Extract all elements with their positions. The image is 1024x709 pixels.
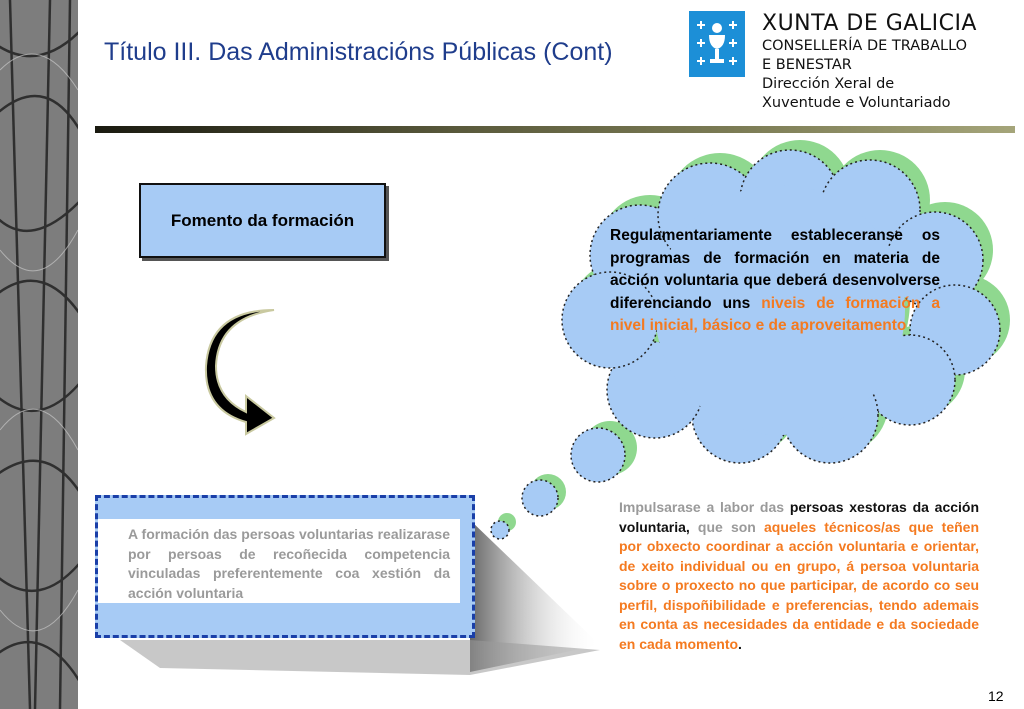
formacion-text: A formación das persoas voluntarias realizarase por persoas de recoñecida competencia vinculadas preferentemente coa xestión da acción voluntaria [128, 526, 450, 601]
xestoras-text-part5: . [738, 635, 742, 652]
logo-line-4: Xuventude e Voluntariado [762, 95, 951, 111]
xestoras-text-part1: Impulsarase a labor das [619, 499, 790, 515]
cloud-text-plain: Regulamentariamente estableceranse os programas de formación en materia de acción voluntaria que deberá desenvolverse diferenciando uns [610, 227, 940, 312]
cloud-text-highlight: niveis de formación a nivel inicial, básico e de aproveitamento [610, 294, 940, 334]
page-title: Título III. Das Administracións Públicas (Cont) [104, 38, 613, 66]
fomento-label: Fomento da formación [170, 210, 355, 230]
logo-line-3: Dirección Xeral de [762, 76, 895, 92]
xestoras-text-part4: aqueles técnicos/as que teñen por obxecto coordinar a acción voluntaria e orientar, de xeito individual ou en grupo, á persoa voluntaria sobre o proxecto no que participar, de acordo co seu perfil, dispoñibilidade e preferencias, tendo ademais en conta as necesidades da entidade e da sociedade en cada momento [619, 518, 980, 652]
xestoras-text [619, 498, 979, 654]
xestoras-text-part3: que son [689, 518, 764, 535]
logo-line-1: CONSELLERÍA DE TRABALLO [762, 38, 968, 54]
page-number: 12 [988, 688, 1004, 704]
logo-line-2: E BENESTAR [762, 57, 852, 73]
logo-main-title: XUNTA DE GALICIA [762, 11, 977, 36]
xestoras-text-part2: persoas xestoras da acción voluntaria, [619, 499, 980, 535]
